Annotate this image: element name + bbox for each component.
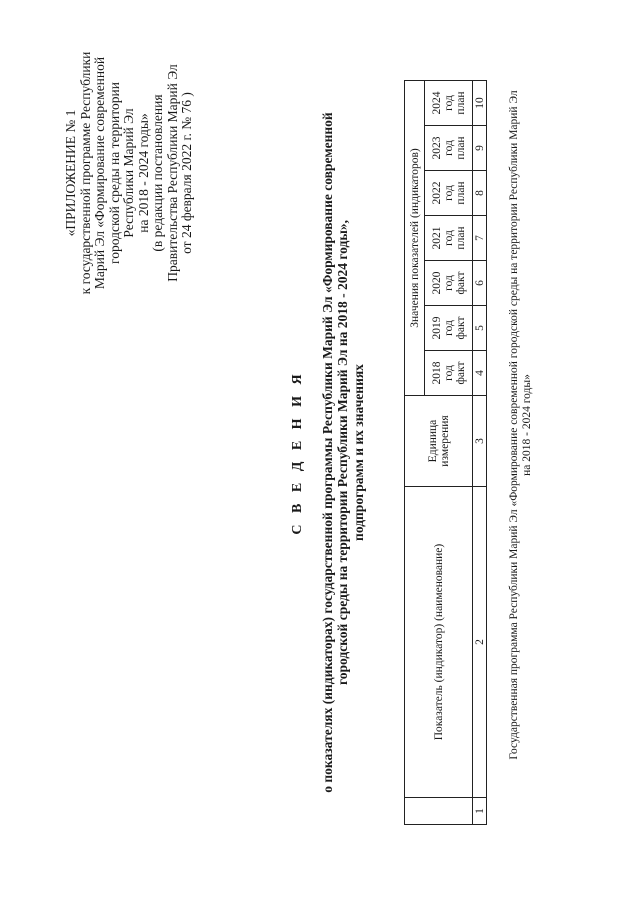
- number-cell: 4: [473, 351, 487, 396]
- number-cell: 1: [473, 798, 487, 825]
- year-type: факт: [454, 271, 467, 295]
- year-word: год: [442, 365, 455, 381]
- header-cell-indicator: Показатель (индикатор) (наименование): [405, 487, 473, 798]
- year-type: план: [454, 181, 467, 205]
- year-label: 2023: [430, 136, 443, 160]
- appendix-line: Марий Эл «Формирование современной: [92, 56, 107, 290]
- appendix-line: на 2018 - 2024 годы»: [135, 113, 151, 233]
- number-cell: 5: [473, 306, 487, 351]
- year-type: план: [454, 136, 467, 160]
- year-word: год: [442, 140, 455, 156]
- footer-line: Государственная программа Республики Марий Эл «Формирование современной городской среды на территории Республики Марий Эл: [508, 90, 520, 760]
- document-title: С В Е Д Е Н И Я: [290, 370, 305, 535]
- year-label: 2019: [430, 316, 443, 340]
- appendix-line: от 24 февраля 2022 г. № 76 ): [179, 92, 194, 254]
- heading-line: подпрограмм и их значениях: [350, 364, 366, 541]
- year-word: год: [442, 230, 455, 246]
- indicators-table: [404, 80, 487, 825]
- year-label: 2022: [430, 181, 443, 205]
- year-cell: [425, 126, 473, 171]
- appendix-line: (в редакции постановления: [150, 94, 165, 252]
- year-cell: [425, 216, 473, 261]
- appendix-line: городской среды на территории: [106, 82, 122, 264]
- number-cell: 6: [473, 261, 487, 306]
- year-word: год: [442, 275, 455, 291]
- number-cell: 10: [473, 81, 487, 126]
- number-cell: 7: [473, 216, 487, 261]
- document-heading: [290, 30, 366, 875]
- number-cell: 2: [473, 487, 487, 798]
- heading-line: о показателях (индикаторах) государственной программы Республики Марий Эл «Формирование современной: [319, 112, 335, 793]
- footer-line: на 2018 - 2024 годы»: [521, 374, 533, 476]
- year-type: план: [454, 91, 467, 115]
- heading-line: городской среды на территории Республики Марий Эл на 2018 - 2024 годы»,: [335, 219, 350, 686]
- appendix-line: Правительства Республики Марий Эл: [164, 64, 180, 282]
- appendix-block: [64, 23, 195, 323]
- year-type: факт: [454, 316, 467, 340]
- year-label: 2024: [430, 91, 443, 115]
- year-label: 2021: [430, 226, 443, 250]
- year-cell: [425, 171, 473, 216]
- year-type: план: [454, 226, 467, 250]
- year-label: 2018: [430, 361, 443, 385]
- header-cell-number: [405, 798, 473, 825]
- number-cell: 3: [473, 396, 487, 487]
- appendix-line: «ПРИЛОЖЕНИЕ № 1: [63, 109, 78, 237]
- year-word: год: [442, 95, 455, 111]
- header-cell-unit: Единица измерения: [405, 396, 473, 487]
- year-label: 2020: [430, 271, 443, 295]
- appendix-line: Республики Марий Эл: [121, 108, 136, 238]
- number-cell: 8: [473, 171, 487, 216]
- year-cell: [425, 81, 473, 126]
- year-cell: [425, 306, 473, 351]
- year-word: год: [442, 320, 455, 336]
- year-word: год: [442, 185, 455, 201]
- header-cell-values: Значения показателей (индикаторов): [405, 81, 425, 396]
- program-footer: [508, 25, 534, 825]
- year-cell: [425, 351, 473, 396]
- appendix-line: к государственной программе Республики: [77, 51, 93, 295]
- year-cell: [425, 261, 473, 306]
- year-type: факт: [454, 361, 467, 385]
- number-cell: 9: [473, 126, 487, 171]
